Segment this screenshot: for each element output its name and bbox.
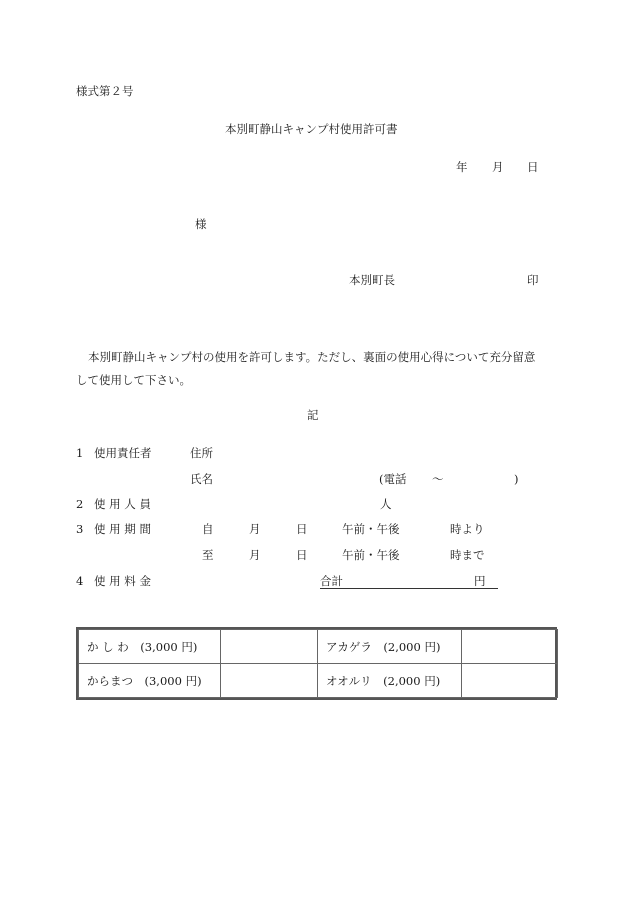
date-month: 月 — [492, 160, 504, 174]
fee-total-line — [320, 575, 498, 589]
item-3-number: 3 — [76, 522, 84, 536]
body-line-1: 本別町静山キャンプ村の使用を許可します。ただし、裏面の使用心得について充分留意 — [88, 350, 536, 364]
issuer-seal: 印 — [527, 273, 539, 287]
site-label: オオルリ (2,000 円) — [318, 664, 462, 698]
table-row — [79, 630, 558, 664]
item-2-label: 使 用 人 員 — [94, 497, 151, 511]
period-from-ampm: 午前・午後 — [342, 522, 400, 536]
period-from-suffix: 時より — [450, 522, 485, 536]
fee-yen-label: 円 — [474, 574, 486, 588]
date-day: 日 — [527, 160, 539, 174]
item-1-number: 1 — [76, 446, 84, 460]
issuer-name: 本別町長 — [349, 273, 395, 287]
phone-close: ) — [514, 472, 519, 486]
fee-total-label: 合計 — [320, 574, 343, 588]
period-from-day: 日 — [296, 522, 308, 536]
site-label: からまつ (3,000 円) — [79, 664, 221, 698]
site-value-cell — [221, 630, 318, 664]
period-from-month: 月 — [249, 522, 261, 536]
period-to-ampm: 午前・午後 — [342, 548, 400, 562]
period-to-day: 日 — [296, 548, 308, 562]
item-1-label: 使用責任者 — [94, 446, 152, 460]
site-value-cell — [221, 664, 318, 698]
item-3-label: 使 用 期 間 — [94, 522, 151, 536]
site-label: アカゲラ (2,000 円) — [318, 630, 462, 664]
document-title: 本別町静山キャンプ村使用許可書 — [225, 122, 398, 136]
ki-heading: 記 — [307, 408, 319, 422]
body-line-2: して使用して下さい。 — [76, 373, 191, 387]
item-4-label: 使 用 料 金 — [94, 574, 151, 588]
period-from-prefix: 自 — [202, 522, 214, 536]
form-number: 様式第２号 — [76, 84, 134, 98]
phone-tilde: ～ — [432, 472, 444, 486]
site-value-cell — [462, 630, 558, 664]
fee-table — [76, 627, 557, 700]
item-4-number: 4 — [76, 574, 84, 588]
site-label: か し わ (3,000 円) — [79, 630, 221, 664]
address-label: 住所 — [190, 446, 213, 460]
addressee-honorific: 様 — [195, 217, 207, 231]
period-to-month: 月 — [249, 548, 261, 562]
item-2-number: 2 — [76, 497, 84, 511]
period-to-prefix: 至 — [202, 548, 214, 562]
table-row — [79, 664, 558, 698]
date-year: 年 — [456, 160, 468, 174]
persons-unit: 人 — [380, 497, 392, 511]
period-to-suffix: 時まで — [450, 548, 485, 562]
site-value-cell — [462, 664, 558, 698]
phone-label: (電話 — [379, 472, 407, 486]
name-label: 氏名 — [190, 472, 213, 486]
